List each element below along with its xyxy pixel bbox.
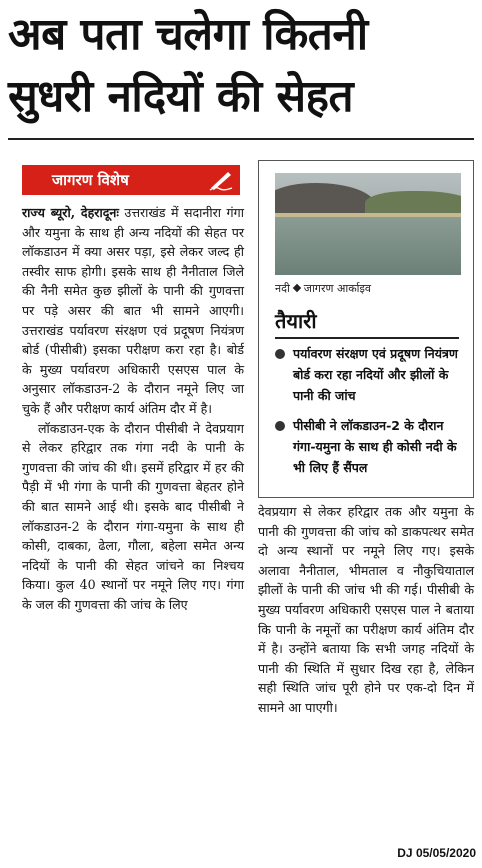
diamond-separator-icon bbox=[293, 284, 301, 292]
box-divider bbox=[275, 337, 459, 339]
bullet-dot-icon bbox=[275, 349, 285, 359]
article-right-column bbox=[258, 502, 474, 718]
highlight-bullet bbox=[275, 415, 465, 478]
headline bbox=[8, 4, 478, 128]
river-photo bbox=[275, 173, 461, 275]
dateline: राज्य ब्यूरो, देहरादूनः bbox=[22, 205, 119, 220]
photo-caption bbox=[275, 281, 371, 296]
pen-icon bbox=[208, 168, 234, 192]
box-title: तैयारी bbox=[275, 309, 317, 333]
section-badge-label: जागरण विशेष bbox=[52, 171, 129, 189]
caption-credit: जागरण आर्काइव bbox=[303, 282, 372, 295]
highlight-text: पीसीबी ने लॉकडाउन-2 के दौरान गंगा-यमुना के साथ ही कोसी नदी के भी लिए हैं सैंपल bbox=[293, 418, 457, 475]
article-paragraph-2: लॉकडाउन-एक के दौरान पीसीबी ने देवप्रयाग से लेकर हरिद्वार तक गंगा नदी के पानी के गुणवत्ता की जांच की थी। इसमें हरिद्वार में हर की पैड़ी में भी गंगा के पानी की गुणवत्ता बेहतर होने की बात सामने आई थी। इसके बाद पीसीबी ने लॉकडाउन-2 के दौरान गंगा-यमुना के साथ ही कोसी, दाबका, ढेला, गौला, बहेला समेत अन्य नदियों के पानी की सेहत जांचने का निश्चय किया। कुल 40 स्थानों पर नमूने लिए गए। गंगा के जल की गुणवत्ता की जांच के लिए bbox=[22, 420, 244, 612]
article-paragraph-3: देवप्रयाग से लेकर हरिद्वार तक और यमुना के पानी की गुणवत्ता की जांच को डाकपत्थर समेत दो अन्य स्थानों पर नमूने लिए गए। इसके अलावा नैनीताल, भीमताल व नौकुचियाताल झीलों के पानी की जांच भी की गई। पीसीबी के मुख्य पर्यावरण अधिकारी एसएस पाल ने बताया कि पानी के नमूनों का परीक्षण कार्य अंतिम दौर में है। उन्होंने बताया कि सभी जगह नदियों के पानी की स्थिति में सुधार दिख रहा है, लेकिन सही स्थिति जांच पूरी होने पर एक-दो दिन में सामने आ पाएगी। bbox=[258, 504, 474, 715]
publication-date-tag: DJ 05/05/2020 bbox=[397, 846, 476, 860]
article-left-column bbox=[22, 203, 244, 614]
headline-divider bbox=[8, 138, 474, 140]
caption-subject: नदी bbox=[275, 282, 290, 295]
headline-line-2: सुधरी नदियों की सेहत bbox=[8, 71, 354, 122]
highlight-bullet bbox=[275, 343, 465, 406]
highlight-text: पर्यावरण संरक्षण एवं प्रदूषण नियंत्रण बोर्ड करा रहा नदियों और झीलों के पानी की जांच bbox=[293, 346, 458, 403]
section-badge bbox=[22, 165, 240, 195]
photo-sidebar-box bbox=[258, 160, 474, 498]
headline-line-1: अब पता चलेगा कितनी bbox=[8, 9, 368, 60]
article-paragraph-1: उत्तराखंड में सदानीरा गंगा और यमुना के साथ ही अन्य नदियों की सेहत पर लॉकडाउन में क्या असर पड़ा, इसे लेकर जल्द ही तस्वीर साफ होगी। इसके साथ ही नैनीताल जिले की नैनी समेत कुछ झीलों के पानी की गुणवत्ता पर पड़े असर की बात भी सामने आएगी। उत्तराखंड पर्यावरण संरक्षण एवं प्रदूषण नियंत्रण बोर्ड (पीसीबी) इसका परीक्षण करा रहा है। बोर्ड के मुख्य पर्यावरण अधिकारी एसएस पाल के अनुसार लॉकडाउन-2 के दौरान नमूने लिए जा चुके हैं और परीक्षण कार्य अंतिम दौर में है। bbox=[22, 205, 244, 416]
bullet-dot-icon bbox=[275, 421, 285, 431]
